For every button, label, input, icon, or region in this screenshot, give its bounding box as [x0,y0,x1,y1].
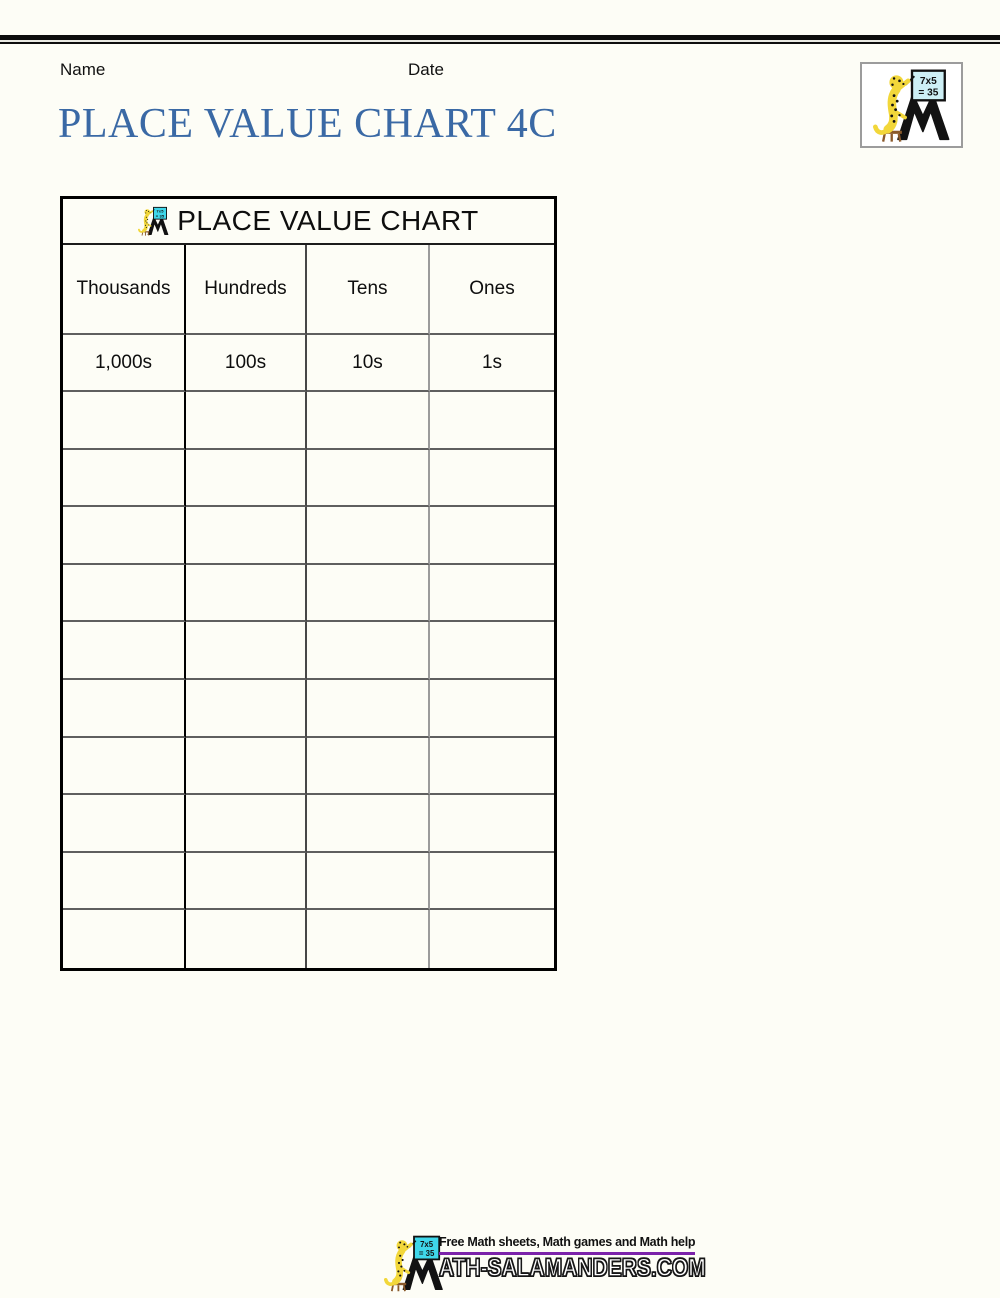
empty-cell [186,392,307,450]
empty-cell [63,910,186,968]
name-label: Name [60,60,106,79]
salamander-logo-icon [870,66,954,144]
empty-cell [63,450,186,508]
logo-board-text: 7x5 [919,75,937,87]
site-name: ATH-SALAMANDERS.COM [439,1254,706,1282]
column-header-ones: Ones [430,245,554,335]
empty-cell [186,507,307,565]
empty-cell [430,738,554,796]
unit-cell-thousands: 1,000s [63,335,186,392]
empty-cell [307,622,430,680]
empty-cell [430,622,554,680]
empty-cell [63,507,186,565]
svg-text:7x5: 7x5 [420,1239,434,1249]
date-label: Date [408,60,444,79]
empty-cell [186,450,307,508]
empty-cell [186,565,307,623]
column-header-thousands: Thousands [63,245,186,335]
empty-cell [307,738,430,796]
empty-cell [63,795,186,853]
empty-cell [430,910,554,968]
empty-cell [307,795,430,853]
empty-cell [63,622,186,680]
column-header-hundreds: Hundreds [186,245,307,335]
column-header-tens: Tens [307,245,430,335]
svg-text:= 35: = 35 [155,213,165,219]
logo-board-text: = 35 [917,87,938,99]
empty-cell [63,738,186,796]
empty-cell [430,450,554,508]
place-value-grid [60,196,557,971]
empty-cell [430,392,554,450]
empty-cell [186,680,307,738]
empty-cell [307,392,430,450]
empty-cell [307,680,430,738]
empty-cell [307,565,430,623]
footer-salamander-icon [383,1233,445,1298]
empty-cell [186,738,307,796]
empty-cell [63,853,186,911]
empty-cell [186,622,307,680]
empty-cell [63,565,186,623]
empty-cell [63,680,186,738]
footer-tagline: Free Math sheets, Math games and Math help [439,1235,695,1255]
empty-cell [307,507,430,565]
empty-cell [186,853,307,911]
empty-cell [63,392,186,450]
table-title: PLACE VALUE CHART [177,205,479,236]
empty-cell [186,910,307,968]
table-header [63,199,554,245]
empty-cell [430,507,554,565]
footer [383,1233,757,1298]
empty-cell [430,853,554,911]
table-logo-icon [138,204,169,238]
svg-text:7x5: 7x5 [156,208,164,214]
empty-cell [307,450,430,508]
empty-cell [430,795,554,853]
unit-cell-hundreds: 100s [186,335,307,392]
page-title: PLACE VALUE CHART 4C [58,101,557,147]
empty-cell [186,795,307,853]
empty-cell [430,565,554,623]
worksheet-logo [860,62,963,148]
svg-text:= 35: = 35 [418,1248,435,1258]
top-rule [0,35,1000,44]
unit-cell-tens: 10s [307,335,430,392]
empty-cell [430,680,554,738]
unit-cell-ones: 1s [430,335,554,392]
empty-cell [307,910,430,968]
empty-cell [307,853,430,911]
